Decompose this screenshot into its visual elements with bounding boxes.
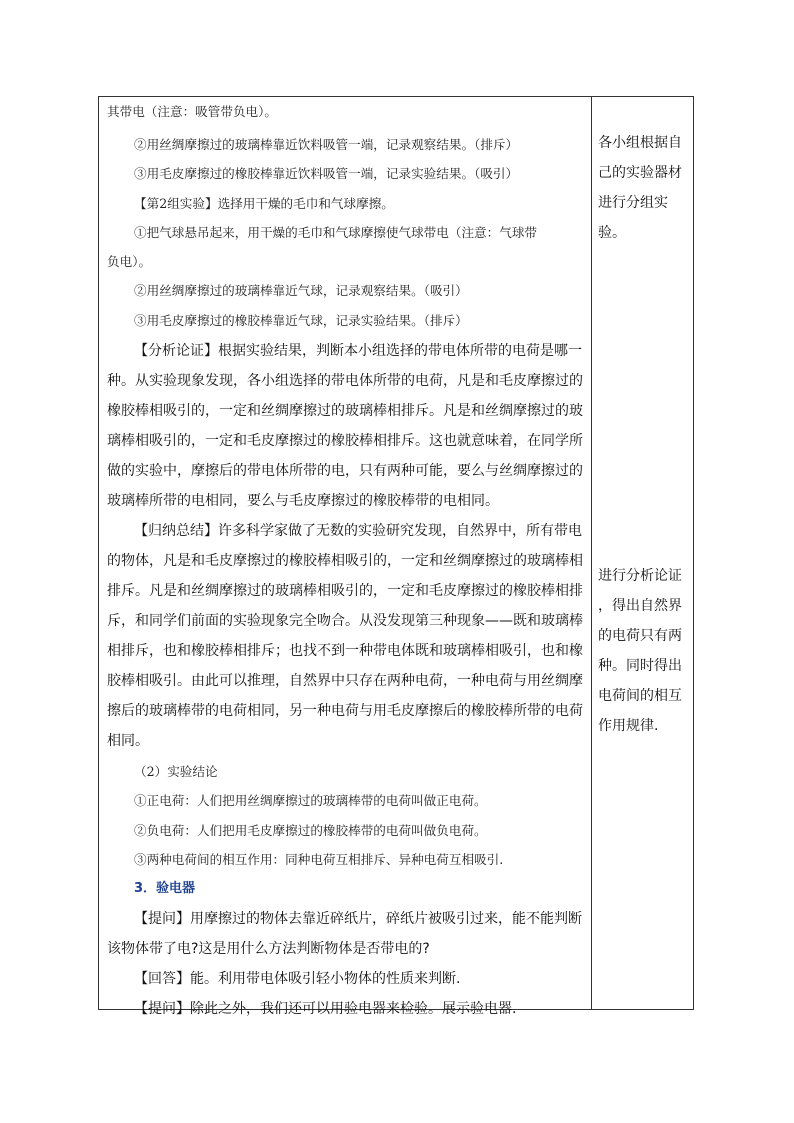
notes-cell [592, 97, 694, 1009]
text-line: 璃棒相吸引的，一定和毛皮摩擦过的橡胶棒相排斥。这也就意味着，在同学所 [107, 433, 583, 449]
text-line: 【分析论证】根据实验结果，判断本小组选择的带电体所带的电荷是哪一 [134, 343, 582, 359]
text-line: 橡胶棒相吸引的，一定和丝绸摩擦过的玻璃棒相排斥。凡是和丝绸摩擦过的玻 [107, 403, 583, 419]
note-line: 验。 [598, 225, 626, 241]
note-line: ，得出自然界 [598, 598, 682, 614]
text-line: ①把气球悬吊起来，用干燥的毛巾和气球摩擦使气球带电（注意：气球带 [134, 225, 537, 240]
note-line: 电荷间的相互 [598, 688, 682, 704]
content-cell [99, 97, 591, 1017]
text-line: （2）实验结论 [134, 764, 218, 779]
text-line: 种。从实验现象发现，各小组选择的带电体所带的电荷，凡是和毛皮摩擦过的 [107, 373, 583, 389]
text-line: 【第2组实验】选择用干燥的毛巾和气球摩擦。 [134, 196, 394, 211]
text-line: 【归纳总结】许多科学家做了无数的实验研究发现，自然界中，所有带电 [134, 523, 582, 539]
note-line: 种。同时得出 [598, 658, 682, 674]
note-line: 作用规律. [598, 718, 659, 734]
text-line: 【回答】能。利用带电体吸引轻小物体的性质来判断. [134, 971, 461, 987]
text-line: ②负电荷：人们把用毛皮摩擦过的橡胶棒带的电荷叫做负电荷。 [134, 823, 487, 838]
text-line: 的物体，凡是和毛皮摩擦过的橡胶棒相吸引的，一定和丝绸摩擦过的玻璃棒相 [107, 553, 583, 569]
text-line: 【提问】用摩擦过的物体去靠近碎纸片，碎纸片被吸引过来，能不能判断 [134, 911, 582, 927]
text-line: 相同。 [107, 733, 149, 749]
note-line: 进行分析论证 [598, 568, 682, 584]
text-line: 做的实验中，摩擦后的带电体所带的电，只有两种可能，要么与丝绸摩擦过的 [107, 463, 583, 479]
note-line: 的电荷只有两 [598, 628, 682, 644]
text-line: ①正电荷：人们把用丝绸摩擦过的玻璃棒带的电荷叫做正电荷。 [134, 793, 487, 808]
text-line: ②用丝绸摩擦过的玻璃棒靠近饮料吸管一端，记录观察结果。（排斥） [134, 137, 519, 152]
text-line: ③两种电荷间的相互作用：同种电荷互相排斥、异种电荷互相吸引. [134, 852, 504, 867]
text-line: ③用毛皮摩擦过的橡胶棒靠近饮料吸管一端，记录实验结果。（吸引） [134, 166, 519, 181]
text-line: 排斥。凡是和丝绸摩擦过的玻璃棒相吸引的，一定和毛皮摩擦过的橡胶棒相排 [107, 583, 583, 599]
note-line: 己的实验器材 [598, 165, 682, 181]
text-line: 相排斥，也和橡胶棒相排斥；也找不到一种带电体既和玻璃棒相吸引，也和橡 [107, 643, 583, 659]
text-line: 擦后的玻璃棒带的电荷相同，另一种电荷与用毛皮摩擦后的橡胶棒所带的电荷 [107, 703, 583, 719]
note-line: 进行分组实 [598, 195, 668, 211]
text-line: 胶棒相吸引。由此可以推理，自然界中只存在两种电荷，一种电荷与用丝绸摩 [107, 673, 583, 689]
text-line: 负电）。 [107, 254, 152, 269]
text-line: 斥，和同学们前面的实验现象完全吻合。从没发现第三种现象——既和玻璃棒 [107, 613, 583, 629]
text-line: 其带电（注意：吸管带负电）。 [107, 104, 278, 119]
text-line: 【提问】除此之外，我们还可以用验电器来检验。展示验电器. [134, 1001, 517, 1017]
text-line: 玻璃棒所带的电相同，要么与毛皮摩擦过的橡胶棒带的电相同。 [107, 493, 499, 509]
section-heading: 3．验电器 [134, 881, 196, 896]
text-line: 该物体带了电?这是用什么方法判断物体是否带电的? [107, 941, 430, 957]
text-line: ③用毛皮摩擦过的橡胶棒靠近气球，记录实验结果。（排斥） [134, 313, 468, 328]
note-line: 各小组根据自 [598, 135, 682, 151]
text-line: ②用丝绸摩擦过的玻璃棒靠近气球，记录观察结果。（吸引） [134, 283, 468, 298]
lesson-table [98, 96, 694, 1017]
